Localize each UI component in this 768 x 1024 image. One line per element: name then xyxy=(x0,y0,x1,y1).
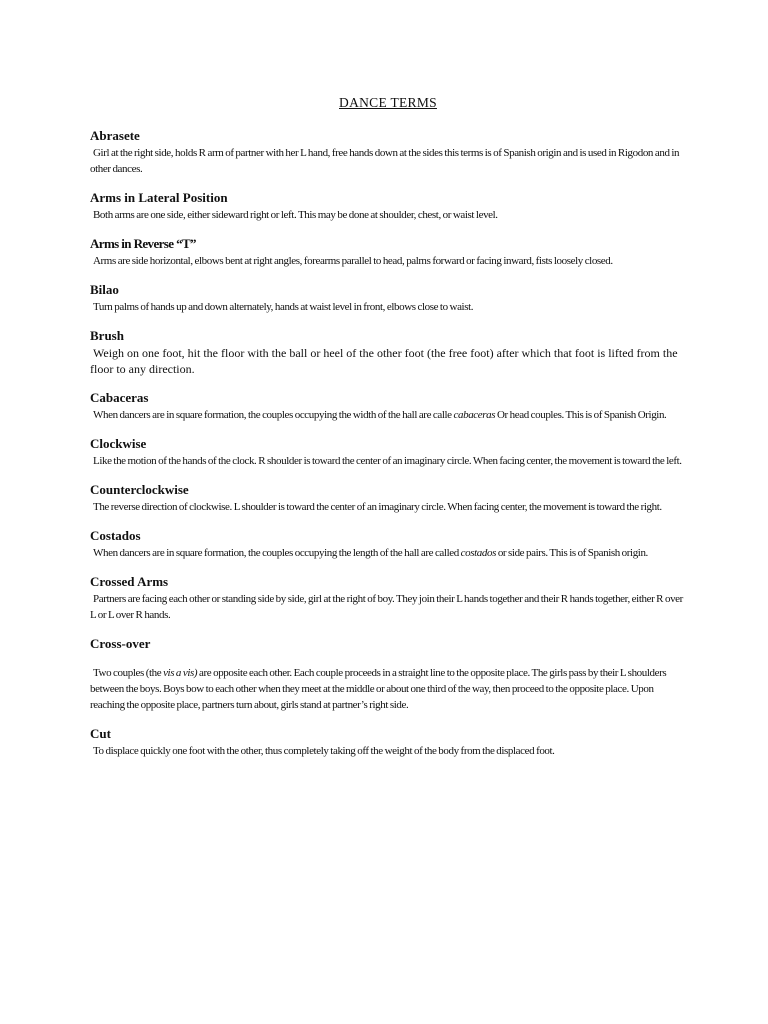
definition-text: Two couples (the xyxy=(93,667,164,679)
term-arms-lateral-position xyxy=(90,189,686,223)
term-definition: Weigh on one foot, hit the floor with the ball or heel of the other foot (the free foot) after which that foot is lifted from the floor to any direction. xyxy=(90,346,678,376)
term-clockwise xyxy=(90,435,686,469)
term-definition: Turn palms of hands up and down alternately, hands at waist level in front, elbows close to waist. xyxy=(93,301,474,313)
term-costados xyxy=(90,527,686,561)
definition-text: When dancers are in square formation, the couples occupying the length of the hall are called xyxy=(93,547,461,559)
term-cabaceras xyxy=(90,389,686,423)
term-heading: Bilao xyxy=(90,282,119,297)
definition-text: are opposite each other. Each couple proceeds in a straight line to the opposite place. The girls pass by their L shoulders between the boys. Boys bow to each other when they meet at the middle or about one third of the way, then proceed to the opposite place. Upon reaching the opposite place, partners turn about, girls stand at partner’s right side. xyxy=(90,667,667,711)
term-abrasete xyxy=(90,127,686,177)
term-definition: Partners are facing each other or standing side by side, girl at the right of boy. They join their L hands together and their R hands together, either R over L or L over R hands. xyxy=(90,593,683,621)
term-brush xyxy=(90,327,686,377)
term-heading: Costados xyxy=(90,528,141,543)
term-definition: Arms are side horizontal, elbows bent at right angles, forearms parallel to head, palms forward or facing inward, fists loosely closed. xyxy=(93,255,613,267)
term-definition: Girl at the right side, holds R arm of partner with her L hand, free hands down at the sides this terms is of Spanish origin and is used in Rigodon and in other dances. xyxy=(90,147,680,175)
term-heading: Arms in Reverse “T” xyxy=(90,236,196,251)
definition-text: or side pairs. This is of Spanish origin. xyxy=(495,547,648,559)
term-definition: The reverse direction of clockwise. L shoulder is toward the center of an imaginary circle. When facing center, the movement is toward the right. xyxy=(93,501,662,513)
definition-emphasis: costados xyxy=(460,547,496,559)
term-cross-over xyxy=(90,635,686,713)
term-crossed-arms xyxy=(90,573,686,623)
term-definition xyxy=(90,665,686,713)
term-heading: Brush xyxy=(90,328,124,343)
term-counterclockwise xyxy=(90,481,686,515)
definition-emphasis: vis a vis) xyxy=(163,667,198,679)
term-heading: Cross-over xyxy=(90,636,151,651)
term-heading: Abrasete xyxy=(90,128,140,143)
term-heading: Arms in Lateral Position xyxy=(90,190,228,205)
term-heading: Crossed Arms xyxy=(90,574,169,589)
term-heading: Counterclockwise xyxy=(90,482,189,497)
term-definition: Both arms are one side, either sideward right or left. This may be done at shoulder, chest, or waist level. xyxy=(93,209,498,221)
term-bilao xyxy=(90,281,686,315)
term-heading: Cabaceras xyxy=(90,390,149,405)
term-heading: Cut xyxy=(90,726,111,741)
definition-text: When dancers are in square formation, the couples occupying the width of the hall are calle xyxy=(93,409,454,421)
term-definition xyxy=(90,407,686,423)
term-cut xyxy=(90,725,686,759)
document-page xyxy=(90,95,686,771)
term-definition xyxy=(90,545,686,561)
definition-emphasis: cabaceras xyxy=(453,409,496,421)
term-definition: To displace quickly one foot with the other, thus completely taking off the weight of the body from the displaced foot. xyxy=(93,745,555,757)
paragraph-gap xyxy=(90,653,686,665)
term-definition: Like the motion of the hands of the clock. R shoulder is toward the center of an imaginary circle. When facing center, the movement is toward the left. xyxy=(93,455,682,467)
term-arms-reverse-t xyxy=(90,235,686,269)
page-title: DANCE TERMS xyxy=(339,95,437,110)
term-heading: Clockwise xyxy=(90,436,147,451)
definition-text: Or head couples. This is of Spanish Origin. xyxy=(495,409,667,421)
